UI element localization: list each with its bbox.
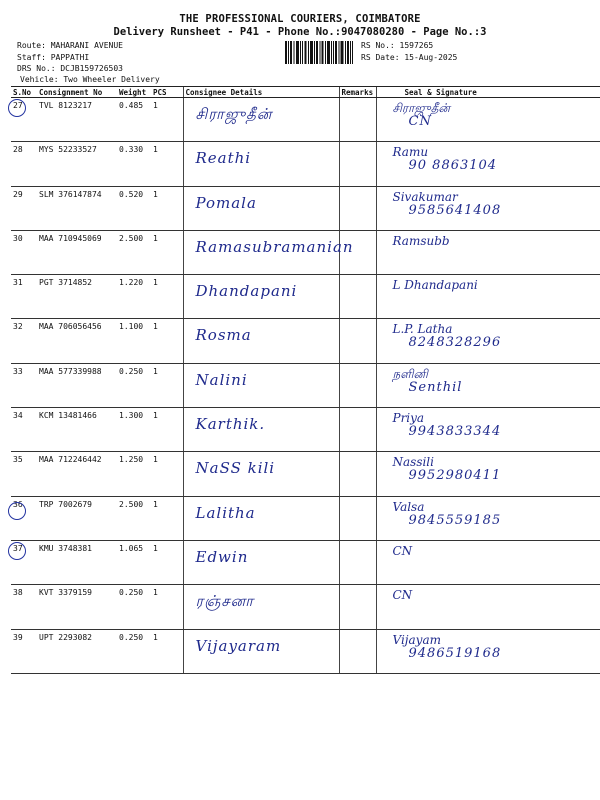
row-weight: 1.220 [117,275,151,319]
row-signature-cell [376,585,600,629]
signature-phone-handwriting: CN [408,114,432,129]
signature-handwriting: நளினி [392,366,428,381]
row-weight: 0.330 [117,142,151,186]
table-row [11,585,600,629]
row-remarks [339,319,376,363]
row-consignment-no: MAA 577339988 [37,363,117,407]
consignee-handwriting: Rosma [195,326,252,345]
row-consignee-cell [183,585,339,629]
row-sno: 29 [11,186,37,230]
row-consignee-cell [183,629,339,673]
col-header-signature: Seal & Signature [376,87,600,98]
signature-phone-handwriting: 9585641408 [408,202,502,218]
signature-handwriting: சிராஜுதீன் [392,101,451,115]
row-consignment-no: MYS 52233527 [37,142,117,186]
row-signature-cell [376,142,600,186]
row-remarks [339,496,376,540]
consignee-handwriting: NaSS kili [195,459,276,478]
table-row [11,629,600,673]
row-consignee-cell [183,452,339,496]
signature-handwriting: Valsa [392,499,425,514]
row-remarks [339,585,376,629]
table-row [11,275,600,319]
signature-handwriting: Vijayam [392,632,441,647]
col-header-weight: Weight [117,87,151,98]
drs-number: DRS No.: DCJB159726503 [17,64,123,73]
row-consignee-cell [183,540,339,584]
staff-label: Staff: PAPPATHI [17,53,90,62]
row-sno: 27 [11,98,37,142]
row-sno: 38 [11,585,37,629]
company-title: THE PROFESSIONAL COURIERS, COIMBATORE [179,13,421,25]
table-row [11,319,600,363]
consignee-handwriting: Nalini [195,370,248,389]
row-consignment-no: MAA 706056456 [37,319,117,363]
consignee-handwriting: சிராஜுதீன் [195,105,273,123]
row-pcs: 1 [151,98,183,142]
row-pcs: 1 [151,186,183,230]
signature-phone-handwriting: 9943833344 [408,424,502,440]
row-consignee-cell [183,142,339,186]
runsheet-subtitle: Delivery Runsheet - P41 - Phone No.:9047080280 - Page No.:3 [113,26,487,38]
row-consignment-no: KMU 3748381 [37,540,117,584]
col-header-consignee: Consignee Details [183,87,339,98]
consignee-handwriting: Ramasubramanian [195,237,354,256]
row-consignee-cell [183,186,339,230]
row-weight: 1.300 [117,408,151,452]
row-remarks [339,408,376,452]
row-weight: 0.485 [117,98,151,142]
signature-phone-handwriting: 90 8863104 [408,158,498,174]
sno-circle-mark [8,502,26,520]
row-remarks [339,452,376,496]
runsheet-table [11,86,600,674]
consignee-handwriting: Lalitha [195,503,256,522]
row-consignee-cell [183,496,339,540]
row-weight: 0.250 [117,629,151,673]
row-weight: 0.520 [117,186,151,230]
row-pcs: 1 [151,275,183,319]
row-remarks [339,363,376,407]
row-remarks [339,186,376,230]
col-header-consignment: Consignment No [37,87,117,98]
vehicle-label: Vehicle: Two Wheeler Delivery [20,75,160,84]
row-signature-cell [376,452,600,496]
row-weight: 0.250 [117,363,151,407]
signature-phone-handwriting: 9952980411 [408,468,502,484]
row-sno: 36 [11,496,37,540]
signature-phone-handwriting: 9845559185 [408,512,502,528]
row-pcs: 1 [151,585,183,629]
row-pcs: 1 [151,629,183,673]
table-header-row [11,87,600,98]
col-header-sno: S.No [11,87,37,98]
signature-handwriting: Sivakumar [392,189,458,204]
rs-date: RS Date: 15-Aug-2025 [361,53,458,62]
table-row [11,496,600,540]
row-weight: 2.500 [117,230,151,274]
row-signature-cell [376,408,600,452]
row-consignment-no: MAA 712246442 [37,452,117,496]
row-pcs: 1 [151,230,183,274]
row-weight: 1.065 [117,540,151,584]
row-signature-cell [376,98,600,142]
row-signature-cell [376,496,600,540]
row-signature-cell [376,363,600,407]
row-consignee-cell [183,230,354,274]
row-sno: 32 [11,319,37,363]
row-consignee-cell [183,275,339,319]
consignee-handwriting: Edwin [195,547,249,566]
row-signature-cell [376,629,600,673]
row-pcs: 1 [151,319,183,363]
row-sno: 31 [11,275,37,319]
row-pcs: 1 [151,408,183,452]
row-sno: 33 [11,363,37,407]
signature-handwriting: CN [392,588,413,603]
row-pcs: 1 [151,452,183,496]
row-pcs: 1 [151,142,183,186]
signature-handwriting: CN [392,543,413,558]
table-row [11,142,600,186]
col-header-remarks: Remarks [339,87,376,98]
row-weight: 1.100 [117,319,151,363]
row-consignment-no: PGT 3714852 [37,275,117,319]
signature-handwriting: Priya [392,411,425,426]
table-row [11,452,600,496]
row-remarks [339,540,376,584]
row-sno: 39 [11,629,37,673]
row-consignment-no: KVT 3379159 [37,585,117,629]
table-row [11,363,600,407]
signature-phone-handwriting: 8248328296 [408,335,502,351]
row-sno: 30 [11,230,37,274]
row-weight: 0.250 [117,585,151,629]
signature-phone-handwriting: 9486519168 [408,645,502,661]
consignee-handwriting: Vijayaram [195,636,282,655]
row-sno: 37 [11,540,37,584]
row-signature-cell [376,186,600,230]
consignee-handwriting: Karthik. [195,415,266,434]
row-pcs: 1 [151,363,183,407]
row-pcs: 1 [151,540,183,584]
barcode [285,41,353,64]
signature-handwriting: Nassili [392,455,434,470]
table-row [11,230,600,274]
row-signature-cell [376,275,600,319]
signature-handwriting: Ramsubb [392,233,450,248]
route-label: Route: MAHARANI AVENUE [17,41,123,50]
row-weight: 2.500 [117,496,151,540]
consignee-handwriting: Reathi [195,149,252,168]
row-remarks [339,275,376,319]
row-weight: 1.250 [117,452,151,496]
sno-circle-mark [8,99,26,117]
col-header-pcs: PCS [151,87,183,98]
consignee-handwriting: Dhandapani [195,282,298,301]
row-signature-cell [376,319,600,363]
table-row [11,408,600,452]
row-consignment-no: KCM 13481466 [37,408,117,452]
row-sno: 34 [11,408,37,452]
row-remarks [339,142,376,186]
signature-handwriting: Ramu [392,145,429,160]
table-row [11,98,600,142]
row-consignment-no: TRP 7002679 [37,496,117,540]
row-consignment-no: UPT 2293082 [37,629,117,673]
row-consignee-cell [183,98,339,142]
signature-handwriting: L.P. Latha [392,322,453,337]
row-pcs: 1 [151,496,183,540]
consignee-handwriting: ரஞ்சனா [195,592,255,611]
row-consignment-no: SLM 376147874 [37,186,117,230]
row-consignment-no: TVL 8123217 [37,98,117,142]
rs-number: RS No.: 1597265 [361,41,434,50]
row-consignee-cell [183,408,339,452]
row-sno: 28 [11,142,37,186]
signature-handwriting: L Dhandapani [392,278,478,293]
row-consignment-no: MAA 710945069 [37,230,117,274]
row-consignee-cell [183,363,339,407]
row-signature-cell [376,230,600,274]
signature-phone-handwriting: Senthil [408,379,463,395]
table-body [11,98,600,674]
row-remarks [339,98,376,142]
table-row [11,186,600,230]
table-row [11,540,600,584]
row-consignee-cell [183,319,339,363]
row-signature-cell [376,540,600,584]
consignee-handwriting: Pomala [195,193,257,212]
row-sno: 35 [11,452,37,496]
row-remarks [339,629,376,673]
